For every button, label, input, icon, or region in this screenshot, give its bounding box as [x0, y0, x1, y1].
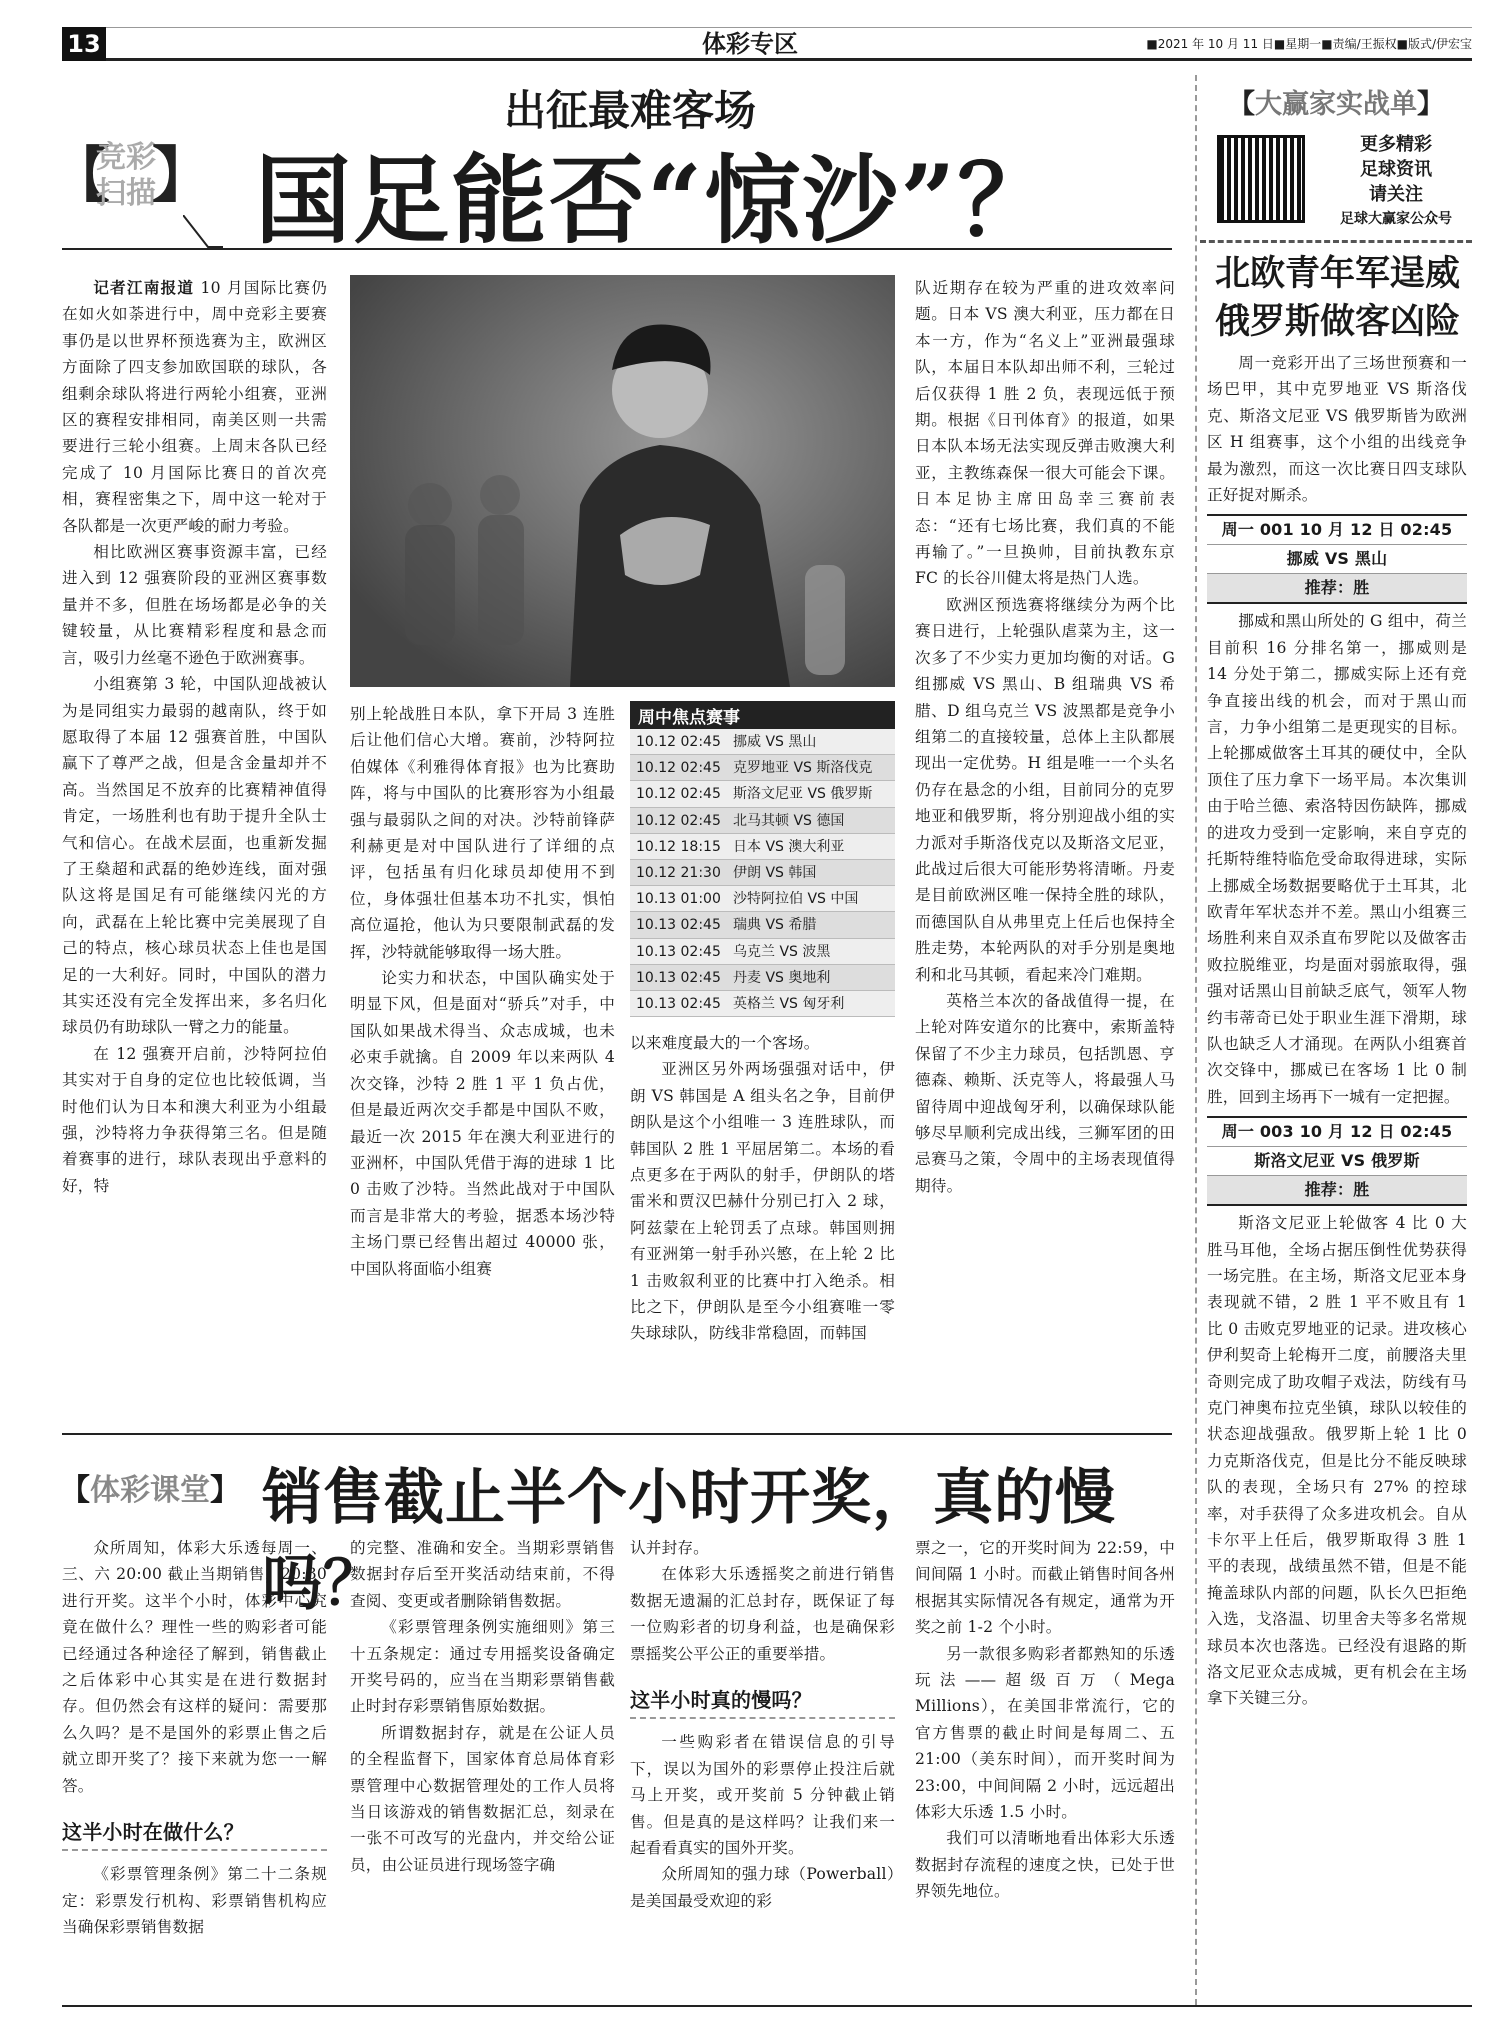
- schedule-row: [630, 991, 895, 1017]
- paragraph: 众所周知的强力球（Powerball）是美国最受欢迎的彩: [630, 1865, 895, 1910]
- schedule-match: 丹麦 VS 奥地利: [733, 969, 831, 986]
- schedule-time: 10.12 21:30: [636, 864, 721, 881]
- player-photo: [350, 275, 895, 687]
- schedule-match: 英格兰 VS 匈牙利: [733, 995, 845, 1012]
- sidebar-title-block: 【大赢家实战单】: [1228, 89, 1444, 120]
- qr-line: 足球资讯: [1360, 159, 1432, 180]
- qr-line: 更多精彩: [1360, 134, 1432, 155]
- sidebar-headline: 北欧青年军逞威 俄罗斯做客凶险: [1214, 254, 1460, 342]
- sidebar-title: 大赢家实战单: [1255, 89, 1417, 120]
- schedule-match: 挪威 VS 黑山: [733, 734, 817, 750]
- pick-match: 斯洛文尼亚 VS 俄罗斯: [1207, 1147, 1467, 1176]
- pick-box-1: [1207, 514, 1467, 604]
- paragraph: 亚洲区另外两场强强对话中，伊朗 VS 韩国是 A 组头名之争，目前伊朗队是这个小组唯一 3 连胜球队，而韩国队 2 胜 1 平屈居第二。本场的看点更多在于两队的射手，伊朗队的塔雷米和贾汉巴赫什分别已打入 2 球，阿兹蒙在上轮罚丢了点球。韩国则拥有亚洲第一射手孙兴慜，在上轮 2 比 1 击败叙利亚的比赛中打入绝杀。相比之下，伊朗队是至今小组赛唯一零失球球队，防线非常稳固，而韩国: [630, 1060, 895, 1343]
- paragraph: 《彩票管理条例实施细则》第三十五条规定：通过专用摇奖设备确定开奖号码的，应当在当期彩票销售截止时封存彩票销售原始数据。: [350, 1618, 615, 1716]
- schedule-time: 10.13 02:45: [636, 943, 721, 960]
- article2-column-2: [350, 1535, 615, 2005]
- byline: 记者江南报道: [93, 279, 195, 297]
- pick-recommendation: 推荐：胜: [1207, 1176, 1467, 1206]
- tag-arrow-icon: [183, 215, 223, 250]
- date-line: ■2021 年 10 月 11 日■星期一■责编/王振权■版式/伊宏宝: [1146, 37, 1472, 51]
- qr-code-icon[interactable]: [1217, 135, 1305, 223]
- pick-code: 周一 003 10 月 12 日 02:45: [1207, 1116, 1467, 1147]
- subheading: 这半小时在做什么？: [62, 1813, 327, 1851]
- schedule-row: [630, 755, 895, 781]
- schedule-match: 克罗地亚 VS 斯洛伐克: [733, 760, 873, 777]
- schedule-time: 10.12 02:45: [636, 760, 721, 777]
- pick-box-2: [1207, 1116, 1467, 1206]
- schedule-match: 北马其顿 VS 德国: [733, 812, 845, 829]
- schedule-row: [630, 939, 895, 965]
- article2-column-3: [630, 1535, 895, 2005]
- section-title: 体彩专区: [702, 30, 798, 58]
- paragraph: 我们可以清晰地看出体彩大乐透数据封存流程的速度之快，已处于世界领先地位。: [915, 1829, 1175, 1901]
- paragraph: 论实力和状态，中国队确实处于明显下风，但是面对“骄兵”对手，中国队如果战术得当、众志成城，也未必束手就擒。自 2009 年以来两队 4 次交锋，沙特 2 胜 1 平 1 负占优，但是最近两次交手都是中国队不败，最近一次 2015 年在澳大利亚进行的亚洲杯，中国队凭借于海的进球 1 比 0 击败了沙特。当然此战对于中国队而言是非常大的考验，据悉本场沙特主场门票已经售出超过 40000 张，中国队将面临小组赛: [350, 969, 615, 1278]
- schedule-time: 10.12 18:15: [636, 838, 721, 855]
- paragraph: 一些购彩者在错误信息的引导下，误以为国外的彩票停止投注后就马上开奖，或开奖前 5 分钟截止销售。但是真的是这样吗？让我们来一起看看真实的国外开奖。: [630, 1733, 895, 1858]
- schedule-time: 10.13 02:45: [636, 995, 721, 1012]
- article1-column-2: [350, 701, 615, 1425]
- pick-code: 周一 001 10 月 12 日 02:45: [1207, 514, 1467, 545]
- article1-column-3: [630, 1030, 895, 1425]
- schedule-match: 瑞典 VS 希腊: [733, 917, 817, 934]
- schedule-row: [630, 886, 895, 912]
- paragraph: 10 月国际比赛仍在如火如荼进行中，周中竞彩主要赛事仍是以世界杯预选赛为主，欧洲区方面除了四支参加欧国联的球队，各组剩余球队将进行两轮小组赛，亚洲区的赛程安排相同，南美区则一共需要进行三轮小组赛。上周末各队已经完成了 10 月国际比赛日的首次亮相，赛程密集之下，周中这一轮对于各队都是一次更严峻的耐力考验。: [62, 279, 327, 535]
- paragraph: 票之一，它的开奖时间为 22:59，中间间隔 1 小时。而截止销售时间各州根据其实际情况各有规定，通常为开奖之前 1-2 个小时。: [915, 1539, 1175, 1637]
- pick-match: 挪威 VS 黑山: [1207, 545, 1467, 574]
- qr-line: 请关注: [1369, 184, 1423, 205]
- article2-tag: 体彩课堂: [90, 1473, 210, 1508]
- paragraph: 英格兰本次的备战值得一提，在上轮对阵安道尔的比赛中，索斯盖特保留了不少主力球员，包括凯恩、亨德森、赖斯、沃克等人，将最强人马留待周中迎战匈牙利，以确保球队能够尽早顺利完成出线，三狮军团的田忌赛马之策，令周中的主场表现值得期待。: [915, 991, 1175, 1195]
- bracket-close-icon: 】: [152, 141, 212, 211]
- paragraph: 队近期存在较为严重的进攻效率问题。日本 VS 澳大利亚，压力都在日本一方，作为“名义上”亚洲最强球队，本届日本队却出师不利，三轮过后仅获得 1 胜 2 负，表现远低于预期。根据《日刊体育》的报道，如果日本队本场无法实现反弹击败澳大利亚，主教练森保一很大可能会下课。日本足协主席田岛幸三赛前表态：“还有七场比赛，我们真的不能再输了。”一旦换帅，目前执教东京 FC 的长谷川健太将是热门人选。: [915, 279, 1175, 588]
- schedule-time: 10.12 02:45: [636, 734, 721, 750]
- football-player-image: [350, 275, 895, 687]
- article1-kicker: 出征最难客场: [503, 86, 756, 135]
- paragraph: 斯洛文尼亚上轮做客 4 比 0 大胜马耳他，全场占据压倒性优势获得一场完胜。在主场，斯洛文尼亚本身表现就不错，2 胜 1 平不败且有 1 比 0 击败克罗地亚的记录。进攻核心伊利契奇上轮梅开二度，前腰洛夫里奇则完成了助攻帽子戏法，防线有马克门神奥布拉克坐镇，球队以较佳的状态迎战强敌。俄罗斯上轮 1 比 0 力克斯洛伐克，但是比分不能反映球队的表现，全场只有 27% 的控球率，对手获得了众多进攻机会。自从卡尔平上任后，俄罗斯取得 3 胜 1 平的表现，战绩虽然不错，但是不能掩盖球队内部的问题，队长久巴拒绝入选，戈洛温、切里舍夫等多名常规球员本次也落选。已经没有退路的斯洛文尼亚众志成城，更有机会在主场拿下关键三分。: [1207, 1214, 1467, 1708]
- paragraph: 在体彩大乐透摇奖之前进行销售数据无遗漏的汇总封存，既保证了每一位购彩者的切身利益，也是确保彩票摇奖公平公正的重要举措。: [630, 1565, 895, 1663]
- paragraph: 周一竞彩开出了三场世预赛和一场巴甲，其中克罗地亚 VS 斯洛伐克、斯洛文尼亚 VS 俄罗斯皆为欧洲区 H 组赛事，这个小组的出线竞争最为激烈，而这一次比赛日四支球队正好捉对厮杀。: [1207, 354, 1467, 505]
- pick-recommendation: 推荐：胜: [1207, 574, 1467, 604]
- qr-caption: [1320, 132, 1472, 232]
- schedule-row: [630, 965, 895, 991]
- schedule-match: 伊朗 VS 韩国: [733, 864, 817, 881]
- schedule-time: 10.12 02:45: [636, 786, 721, 803]
- schedule-title: 周中焦点赛事: [630, 701, 895, 729]
- article1-column-1: [62, 275, 327, 1425]
- bracket-open-icon: 【: [50, 141, 110, 211]
- article2-column-1: [62, 1535, 327, 2005]
- paragraph: 的完整、准确和安全。当期彩票销售数据封存后至开奖活动结束前，不得查阅、变更或者删除销售数据。: [350, 1539, 615, 1610]
- paragraph: 小组赛第 3 轮，中国队迎战被认为是同组实力最弱的越南队，终于如愿取得了本届 12 强赛首胜，中国队赢下了尊严之战，但是含金量却并不高。当然国足不放弃的比赛精神值得肯定，一场胜利也有助于提升全队士气和信心。在战术层面，也重新发掘了王燊超和武磊的绝妙连线，面对强队这将是国足有可能继续闪光的方向，武磊在上轮比赛中完美展现了自己的特点，核心球员状态上佳也是国足的一大利好。同时，中国队的潜力其实还没有完全发挥出来，多名归化球员仍有助球队一臂之力的能量。: [62, 675, 327, 1037]
- paragraph: 别上轮战胜日本队，拿下开局 3 连胜后让他们信心大增。赛前，沙特阿拉伯媒体《利雅得体育报》也为比赛助阵，将与中国队的比赛形容为小组最强与最弱队之间的对决。沙特前锋萨利赫更是对中国队进行了详细的点评，包括虽有归化球员却使用不到位，身体强壮但基本功不扎实，惧怕高位逼抢，他认为只要限制武磊的发挥，沙特就能够取得一场大胜。: [350, 705, 615, 961]
- schedule-row: [630, 860, 895, 886]
- article1-tag: 竞彩扫描: [96, 140, 156, 211]
- schedule-match: 日本 VS 澳大利亚: [733, 838, 845, 855]
- paragraph: 所谓数据封存，就是在公证人员的全程监督下，国家体育总局体育彩票管理中心数据管理处的工作人员将当日该游戏的销售数据汇总，刻录在一张不可改写的光盘内，并交给公证员，由公证员进行现场签字确: [350, 1723, 615, 1874]
- article1-headline: 国足能否“惊沙”？: [255, 144, 1056, 257]
- schedule-row: [630, 781, 895, 807]
- paragraph: 《彩票管理条例》第二十二条规定：彩票发行机构、彩票销售机构应当确保彩票销售数据: [62, 1865, 327, 1937]
- divider: [62, 1433, 1172, 1435]
- schedule-row: [630, 912, 895, 938]
- article2-headline: 销售截止半个小时开奖，真的慢吗？: [262, 1463, 1116, 1619]
- schedule-time: 10.13 01:00: [636, 891, 721, 908]
- paragraph: 在 12 强赛开启前，沙特阿拉伯其实对于自身的定位也比较低调，当时他们认为日本和澳大利亚为小组最强，沙特将力争获得第三名。但是随着赛事的进行，球队表现出乎意料的好，特: [62, 1044, 327, 1195]
- paragraph: 认并封存。: [630, 1539, 709, 1557]
- sidebar-body: [1207, 350, 1467, 2000]
- page-number: 13: [62, 27, 106, 61]
- qr-account: 足球大赢家公众号: [1340, 211, 1452, 227]
- schedule-row: [630, 834, 895, 860]
- paragraph: 另一款很多购彩者都熟知的乐透玩法——超级百万（Mega Millions），在美国非常流行，它的官方售票的截止时间是每周二、五 21:00（美东时间），而开奖时间为 23:00，中间间隔 2 小时，远远超出体彩大乐透 1.5 小时。: [915, 1644, 1175, 1822]
- divider: [62, 248, 1172, 250]
- schedule-row: [630, 808, 895, 834]
- schedule-row: [630, 729, 895, 755]
- schedule-match: 沙特阿拉伯 VS 中国: [733, 891, 859, 908]
- divider: [1200, 240, 1472, 243]
- paragraph: 众所周知，体彩大乐透每周一、三、六 20:00 截止当期销售，20:30 进行开奖。这半个小时，体彩中心究竟在做什么？理性一些的购彩者可能已经通过各种途径了解到，销售截止之后体彩中心其实是在进行数据封存。但仍然会有这样的疑问：需要那么久吗？是不是国外的彩票止售之后就立即开奖了？接下来就为您一一解答。: [62, 1539, 327, 1795]
- schedule-table: [630, 701, 895, 1017]
- paragraph: 以来难度最大的一个客场。: [630, 1034, 820, 1052]
- paragraph: 挪威和黑山所处的 G 组中，荷兰目前积 16 分排名第一，挪威则是 14 分处于第二，挪威实际上还有竞争直接出线的机会，而对于黑山而言，力争小组第二是更现实的目标。上轮挪威做客土耳其的硬仗中，全队顶住了压力拿下一场平局。本次集训由于哈兰德、索洛特因伤缺阵，挪威的进攻力受到一定影响，来自亨克的托斯特维特临危受命取得进球，实际上挪威全场数据要略优于土耳其，北欧青年军状态并不差。黑山小组赛三场胜利来自双杀直布罗陀以及做客击败拉脱维亚，均是面对弱旅取得，强强对话黑山目前缺乏底气，领军人物约韦蒂奇已处于职业生涯下滑期，球队也缺乏人才涌现。在两队小组赛首次交锋中，挪威已在客场 1 比 0 制胜，回到主场再下一城有一定把握。: [1207, 612, 1467, 1106]
- schedule-time: 10.13 02:45: [636, 969, 721, 986]
- subheading: 这半小时真的慢吗？: [630, 1681, 895, 1719]
- schedule-match: 斯洛文尼亚 VS 俄罗斯: [733, 786, 873, 803]
- article2-column-4: [915, 1535, 1175, 2005]
- schedule-time: 10.12 02:45: [636, 812, 721, 829]
- paragraph: 欧洲区预选赛将继续分为两个比赛日进行，上轮强队虐菜为主，这一次多了不少实力更加均衡的对话。G 组挪威 VS 黑山、B 组瑞典 VS 希腊、D 组乌克兰 VS 波黑都是竞争小组第二的直接较量，总体上主队都展现出一定优势。H 组是唯一一个头名仍存在悬念的小组，目前同分的克罗地亚和俄罗斯，将分别迎战小组的实力派对手斯洛伐克以及斯洛文尼亚，此战过后很大可能形势将清晰。丹麦是目前欧洲区唯一保持全胜的球队，而德国队自从弗里克上任后也保持全胜走势，本轮两队的对手分别是奥地利和北马其顿，看起来冷门难期。: [915, 595, 1175, 984]
- paragraph: 相比欧洲区赛事资源丰富，已经进入到 12 强赛阶段的亚洲区赛事数量并不多，但胜在场场都是必争的关键较量，从比赛精彩程度和悬念而言，吸引力丝毫不逊色于欧洲赛事。: [62, 543, 327, 667]
- divider: [62, 2005, 1472, 2007]
- article2-tag-block: 【体彩课堂】: [60, 1473, 240, 1508]
- schedule-match: 乌克兰 VS 波黑: [733, 943, 831, 960]
- schedule-time: 10.13 02:45: [636, 917, 721, 934]
- article1-column-4: [915, 275, 1175, 1425]
